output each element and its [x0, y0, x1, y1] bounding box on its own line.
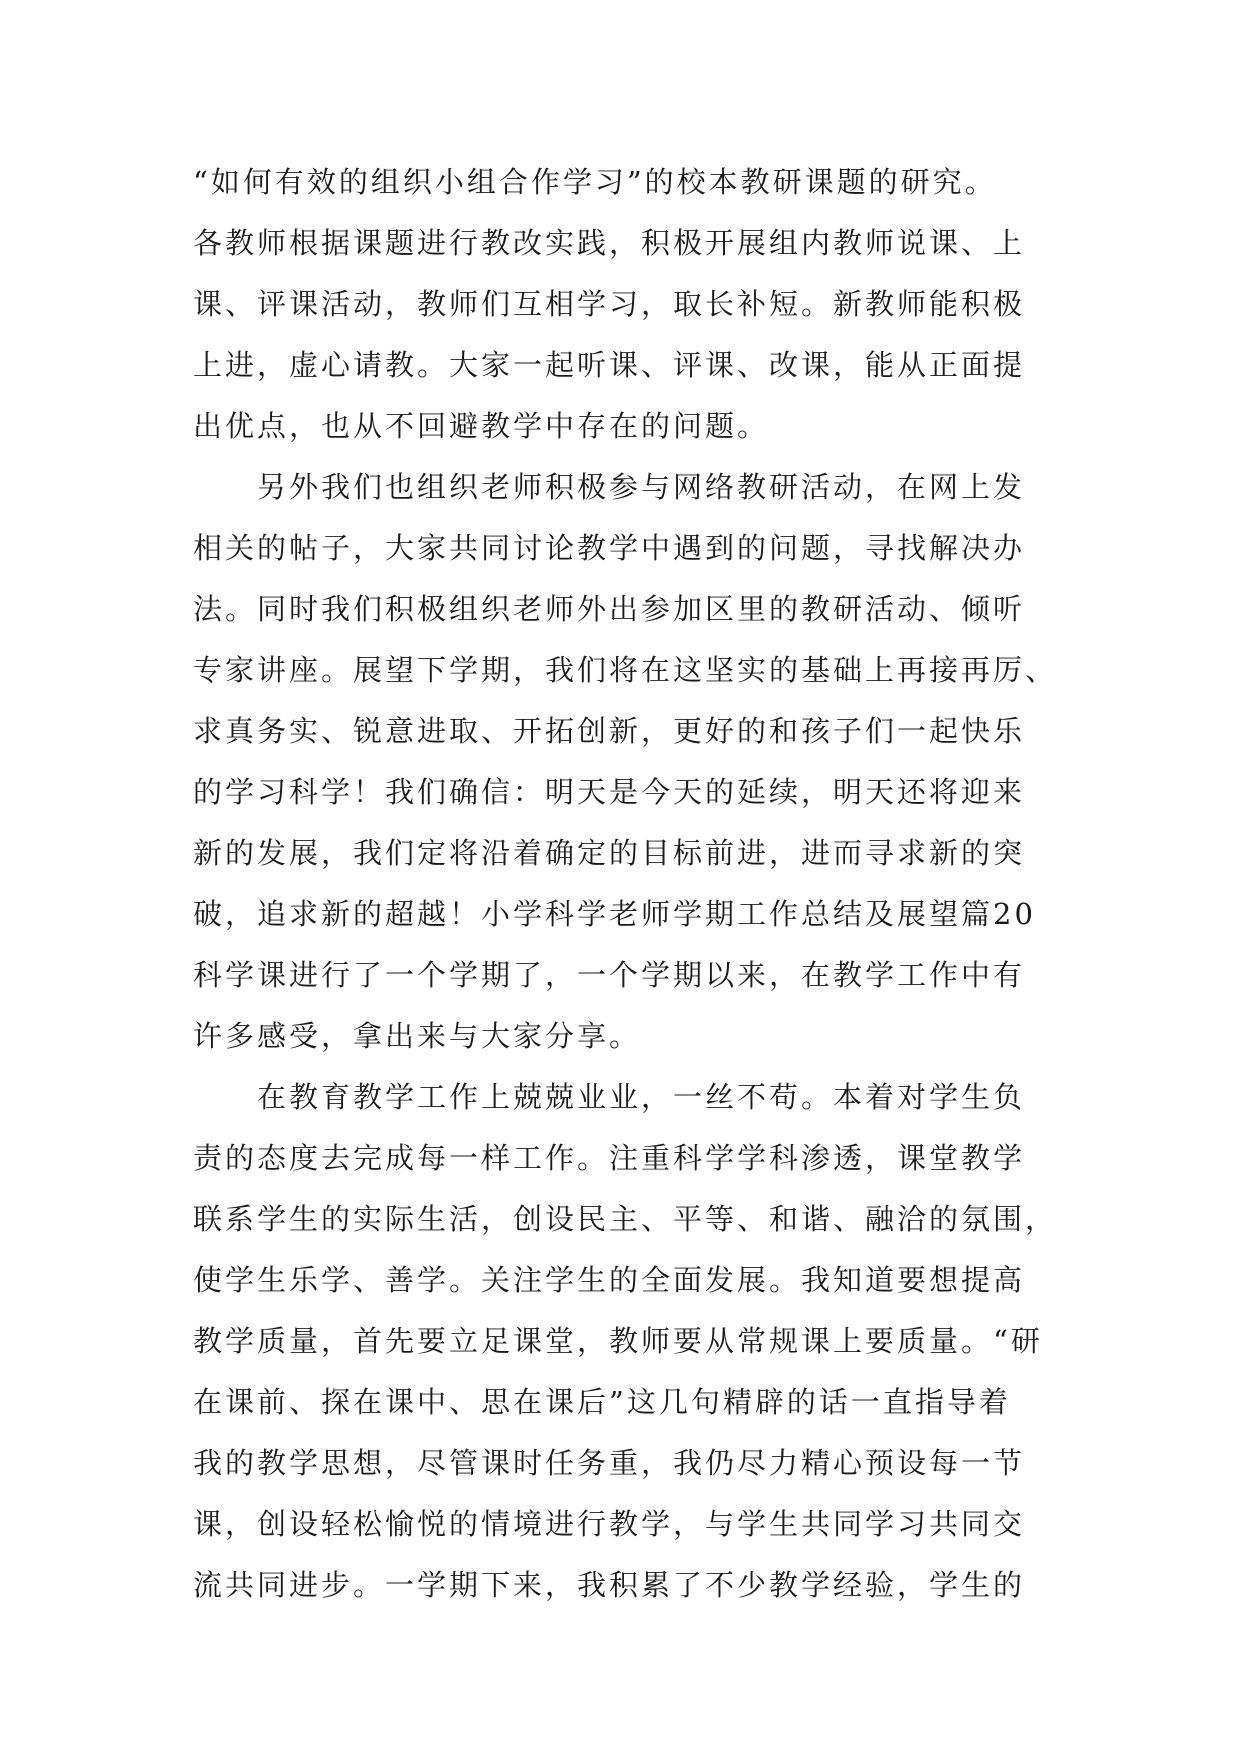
paragraph-start-line: 在教育教学工作上兢兢业业，一丝不苟。本着对学生负 — [257, 1080, 1026, 1114]
text-line: 使学生乐学、善学。关注学生的全面发展。我知道要想提高 — [193, 1263, 1026, 1297]
text-line: 科学课进行了一个学期了，一个学期以来，在教学工作中有 — [193, 958, 1026, 992]
text-line: 的学习科学！我们确信：明天是今天的延续，明天还将迎来 — [193, 775, 1026, 809]
text-line: 出优点，也从不回避教学中存在的问题。 — [193, 409, 770, 443]
text-line: 各教师根据课题进行教改实践，积极开展组内教师说课、上 — [193, 226, 1026, 260]
text-line: 联系学生的实际生活，创设民主、平等、和谐、融洽的氛围， — [193, 1202, 1058, 1236]
text-line: “如何有效的组织小组合作学习”的校本教研课题的研究。 — [193, 165, 997, 199]
text-line: 破，追求新的超越！小学科学老师学期工作总结及展望篇20 — [193, 897, 1036, 931]
text-line: 流共同进步。一学期下来，我积累了不少教学经验，学生的 — [193, 1568, 1026, 1602]
text-line: 新的发展，我们定将沿着确定的目标前进，进而寻求新的突 — [193, 836, 1026, 870]
text-line: 课、评课活动，教师们互相学习，取长补短。新教师能积极 — [193, 287, 1026, 321]
text-line: 我的教学思想，尽管课时任务重，我仍尽力精心预设每一节 — [193, 1446, 1026, 1480]
text-line: 责的态度去完成每一样工作。注重科学学科渗透，课堂教学 — [193, 1141, 1026, 1175]
text-line: 专家讲座。展望下学期，我们将在这坚实的基础上再接再厉、 — [193, 653, 1058, 687]
text-line: 许多感受，拿出来与大家分享。 — [193, 1019, 642, 1053]
text-line: 教学质量，首先要立足课堂，教师要从常规课上要质量。“研 — [193, 1324, 1043, 1358]
text-line: 课，创设轻松愉悦的情境进行教学，与学生共同学习共同交 — [193, 1507, 1026, 1541]
body-text — [193, 152, 1073, 1616]
text-line: 法。同时我们积极组织老师外出参加区里的教研活动、倾听 — [193, 592, 1026, 626]
text-line: 求真务实、锐意进取、开拓创新，更好的和孩子们一起快乐 — [193, 714, 1026, 748]
text-line: 在课前、探在课中、思在课后”这几句精辟的话一直指导着 — [193, 1385, 1011, 1419]
text-line: 上进，虚心请教。大家一起听课、评课、改课，能从正面提 — [193, 348, 1026, 382]
text-line: 相关的帖子，大家共同讨论教学中遇到的问题，寻找解决办 — [193, 531, 1026, 565]
paragraph-start-line: 另外我们也组织老师积极参与网络教研活动，在网上发 — [257, 470, 1026, 504]
